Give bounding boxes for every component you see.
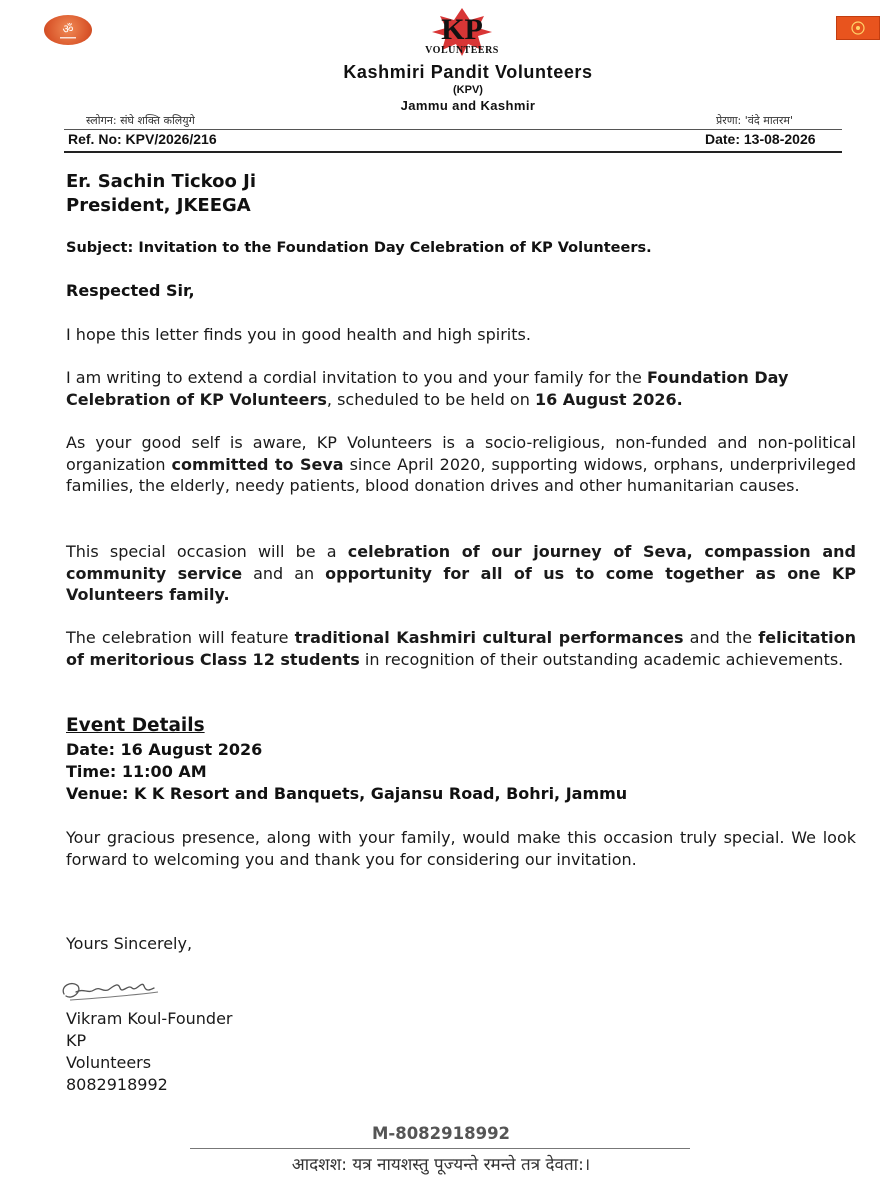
closing-line: Yours Sincerely, [66,934,193,953]
paragraph-about: As your good self is aware, KP Volunteers is a socio-religious, non-funded and non-political organization committed to Seva since April 2020, supporting widows, orphans, underprivileged families, the elderly, needy patients, blood donation drives and other humanitarian causes. [66,433,857,495]
flag-icon [836,16,880,40]
recipient-block [66,170,256,218]
signer-block [66,1008,232,1096]
paragraph-occasion: This special occasion will be a celebration of our journey of Seva, compassion and community service and an opportunity for all of us to come together as one KP Volunteers family. [66,542,857,604]
subject-line: Subject: Invitation to the Foundation Day Celebration of KP Volunteers. [66,240,652,256]
letter-date: Date: 13-08-2026 [705,131,816,147]
footer-mobile-number: M-8082918992 [371,1124,511,1143]
salutation: Respected Sir, [66,281,195,300]
prerna: प्रेरणा: 'वंदे मातरम' [716,114,794,127]
event-details-heading: Event Details [66,715,205,736]
signer-org-line2: Volunteers [66,1053,152,1072]
header-divider [64,129,842,130]
slogan: स्लोगन: संघे शक्ति कलियुगे [86,114,195,127]
org-name: Kashmiri Pandit Volunteers [343,62,593,82]
paragraph-features: The celebration will feature traditional Kashmiri cultural performances and the felicitation of meritorious Class 12 students in recognition of their outstanding academic achievements. [66,628,857,669]
signer-phone: 8082918992 [66,1075,168,1094]
org-short-name: (KPV) [453,84,483,96]
om-logo-icon [44,15,92,45]
org-region: Jammu and Kashmir [400,98,536,113]
paragraph-closing: Your gracious presence, along with your family, would make this occasion truly special. We look forward to welcoming you and thank you for considering our invitation. [66,828,856,869]
reference-number: Ref. No: KPV/2026/216 [68,131,217,147]
paragraph-greeting: I hope this letter finds you in good health and high spirits. [66,325,531,344]
signer-name: Vikram Koul-Founder [66,1009,233,1028]
signer-org-line1: KP [66,1031,87,1050]
signature-image [58,972,178,1008]
footer-divider [190,1148,690,1149]
recipient-title: President, JKEEGA [66,195,251,216]
svg-text:ॐ: ॐ [62,22,74,36]
kp-volunteers-logo [398,6,528,58]
footer-motto: आदशश: यत्र नायशस्तु पूज्यन्ते रमन्ते तत्र देवता:। [291,1155,591,1175]
paragraph-invitation: I am writing to extend a cordial invitation to you and your family for the Foundation Day Celebration of KP Volunteers, scheduled to be held on 16 August 2026. [66,368,789,409]
header-divider-bottom [64,151,842,153]
recipient-name: Er. Sachin Tickoo Ji [66,171,257,192]
event-time: Time: 11:00 AM [66,762,207,781]
event-date: Date: 16 August 2026 [66,740,263,759]
event-venue: Venue: K K Resort and Banquets, Gajansu Road, Bohri, Jammu [66,784,628,803]
logo-subtext: VOLUNTEERS [425,45,499,56]
logo-text: KP [441,13,483,46]
